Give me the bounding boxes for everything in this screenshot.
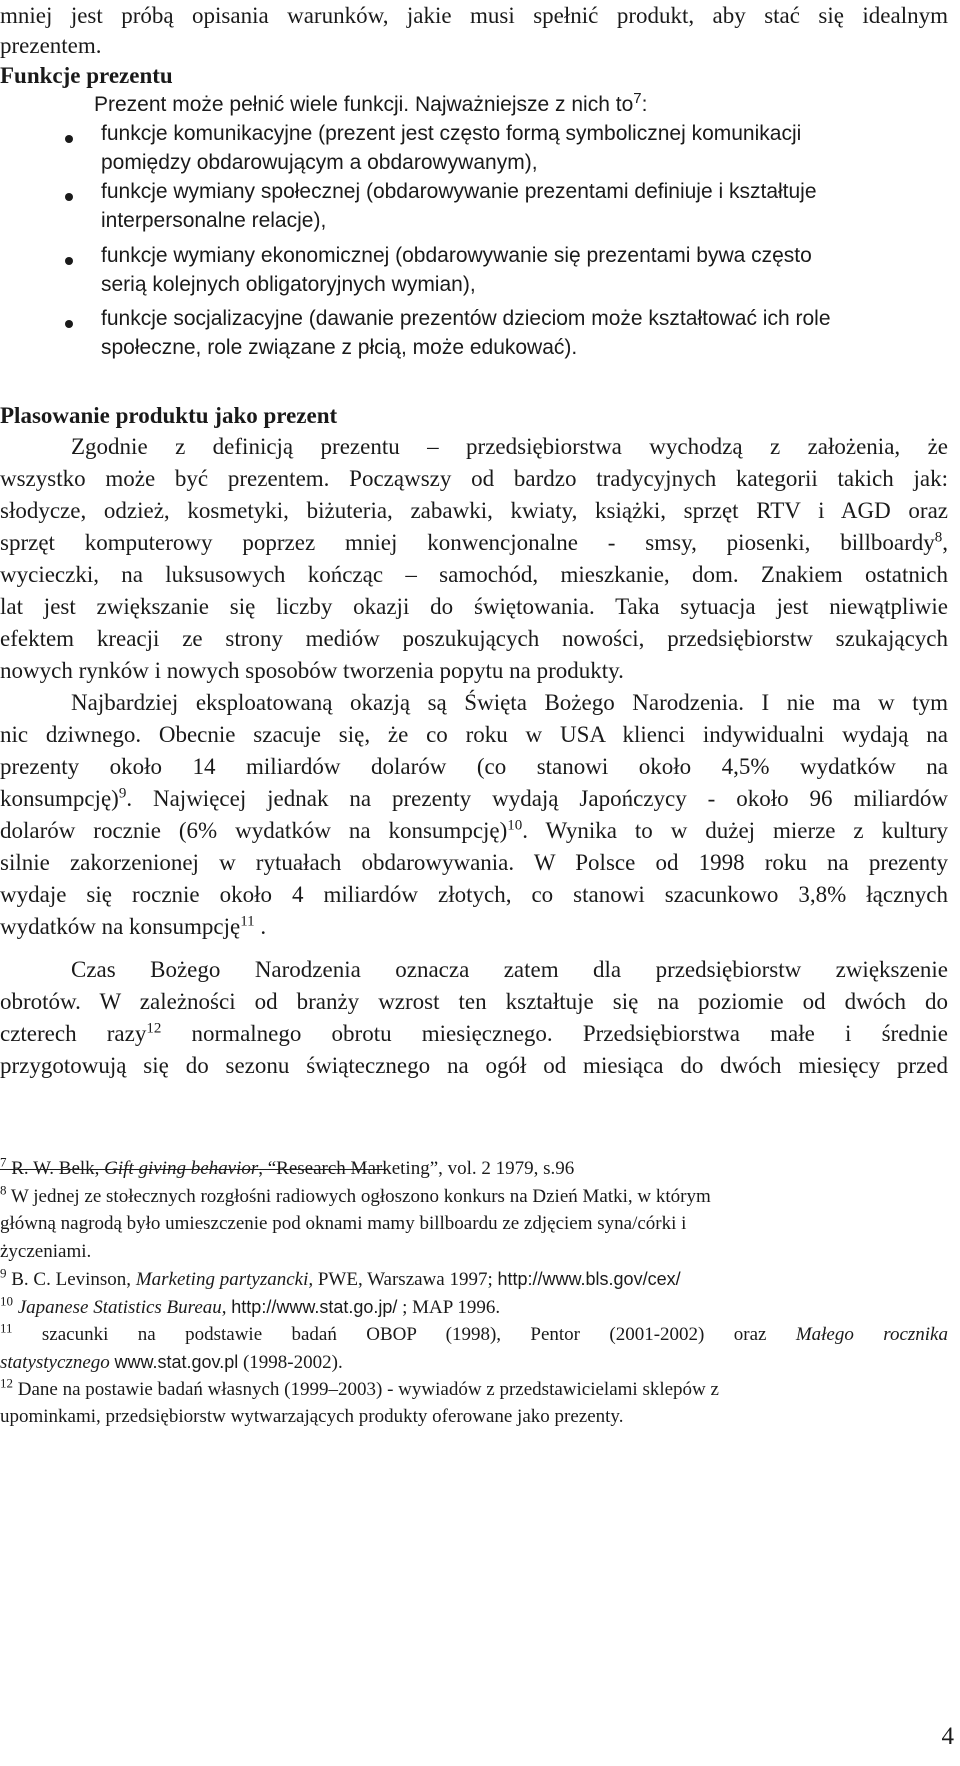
footnote-9: $^9$ B. C. Levinson, Marketing partyzancki, PWE, Warszawa 1997; http://www.bls.gov/cex/: [0, 1265, 681, 1290]
footnote-11: $^{11}$ szacunki na podstawie badań OBOP (1998), Pentor (2001-2002) oraz Małego rocznika: [0, 1320, 948, 1345]
list-item: funkcje wymiany społecznej (obdarowywanie prezentami definiuje i kształtuje: [101, 180, 817, 203]
paragraph-line: efektem kreacji ze strony mediów poszukujących nowości, przedsiębiorstw szukających: [0, 626, 948, 651]
footnote-ref[interactable]: 10: [507, 817, 523, 834]
bullet-icon: [65, 320, 73, 328]
list-item-continuation: interpersonalne relacje),: [101, 209, 327, 232]
footnote-ref[interactable]: 7: [633, 90, 642, 107]
paragraph-line: wydatków na konsumpcję$^{11}$ .: [0, 913, 267, 939]
footnote-8: $^8$ W jednej ze stołecznych rozgłośni radiowych ogłoszono konkurs na Dzień Matki, w którym: [0, 1182, 711, 1207]
paragraph-line: wszystko może być prezentem. Począwszy od bardzo tradycyjnych kategorii takich jak:: [0, 466, 948, 491]
intro-line: prezentem.: [0, 33, 102, 58]
footnote-ref[interactable]: 12: [146, 1020, 162, 1037]
paragraph-line: wydaje się rocznie około 4 miliardów złotych, co stanowi szacunkowo 3,8% łącznych: [0, 882, 948, 907]
list-item: funkcje komunikacyjne (prezent jest często formą symbolicznej komunikacji: [101, 122, 802, 145]
list-item-continuation: społeczne, role związane z płcią, może edukować).: [101, 336, 578, 359]
list-item-continuation: serią kolejnych obligatoryjnych wymian),: [101, 273, 476, 296]
lead-paragraph: Prezent może pełnić wiele funkcji. Najważniejsze z nich $to^7$:: [94, 90, 648, 116]
list-item: funkcje socjalizacyjne (dawanie prezentów dzieciom może kształtować ich role: [101, 307, 831, 330]
paragraph-line: Zgodnie z definicją prezentu – przedsiębiorstwa wychodzą z założenia, że: [71, 434, 948, 459]
bullet-icon: [65, 257, 73, 265]
footnote-8-continuation: życzeniami.: [0, 1241, 92, 1262]
intro-line: mniej jest próbą opisania warunków, jakie musi spełnić produkt, aby stać się idealnym: [0, 3, 948, 28]
paragraph-line: lat jest zwiększanie się liczby okazji do świętowania. Taka sytuacja jest niewątpliwie: [0, 594, 948, 619]
footnote-12: $^{12}$ Dane na postawie badań własnych (1999–2003) - wywiadów z przedstawicielami sklepów z: [0, 1375, 719, 1400]
paragraph-line: prezenty około 14 miliardów dolarów (co stanowi około 4,5% wydatków na: [0, 754, 948, 779]
paragraph-line: nic dziwnego. Obecnie szacuje się, że co roku w USA klienci indywidualni wydają na: [0, 722, 948, 747]
page-number: 4: [941, 1723, 954, 1750]
footnote-ref[interactable]: 8: [934, 529, 943, 546]
paragraph-line: wycieczki, na luksusowych kończąc – samochód, mieszkanie, dom. Znakiem ostatnich: [0, 562, 948, 587]
footnote-link[interactable]: http://www.bls.gov/cex/: [497, 1269, 681, 1289]
list-item: funkcje wymiany ekonomicznej (obdarowywanie się prezentami bywa często: [101, 244, 812, 267]
footnote-link[interactable]: www.stat.gov.pl: [114, 1352, 239, 1372]
paragraph-line: Najbardziej eksploatowaną okazją są Święta Bożego Narodzenia. I nie ma w tym: [71, 690, 948, 715]
paragraph-line: obrotów. W zależności od branży wzrost ten kształtuje się na poziomie od dwóch do: [0, 989, 948, 1014]
paragraph-line: sprzęt komputerowy poprzez mniej konwencjonalne - smsy, piosenki, billboardy$^8$,: [0, 529, 948, 555]
bullet-icon: [65, 193, 73, 201]
footnote-ref[interactable]: 9: [118, 785, 127, 802]
footnote-8-continuation: główną nagrodą było umieszczenie pod oknami mamy billboardu ze zdjęciem syna/córki i: [0, 1213, 687, 1234]
paragraph-line: konsumpcję)$^9$. Najwięcej jednak na prezenty wydają Japończycy - około 96 miliardów: [0, 785, 948, 811]
paragraph-line: czterech razy$^{12}$ normalnego obrotu miesięcznego. Przedsiębiorstwa małe i średnie: [0, 1020, 948, 1046]
paragraph-line: silnie zakorzenionej w rytuałach obdarowywania. W Polsce od 1998 roku na prezenty: [0, 850, 948, 875]
bullet-icon: [65, 135, 73, 143]
section-heading: Plasowanie produktu jako prezent: [0, 403, 338, 428]
footnote-ref[interactable]: 11: [240, 913, 255, 930]
paragraph-line: przygotowują się do sezonu świątecznego na ogół od miesiąca do dwóch miesięcy przed: [0, 1053, 948, 1078]
footnote-10: $^{10}$ Japanese Statistics Bureau, http://www.stat.go.jp/ ; MAP 1996.: [0, 1293, 501, 1318]
paragraph-line: słodycze, odzież, kosmetyki, biżuteria, zabawki, kwiaty, książki, sprzęt RTV i AGD oraz: [0, 498, 948, 523]
footnote-12-continuation: upominkami, przedsiębiorstw wytwarzających produkty oferowane jako prezenty.: [0, 1406, 624, 1427]
paragraph-line: dolarów rocznie (6% wydatków na konsumpcję)$^{10}$. Wynika to w dużej mierze z kultury: [0, 817, 949, 843]
section-heading: Funkcje prezentu: [0, 63, 173, 88]
paragraph-line: Czas Bożego Narodzenia oznacza zatem dla przedsiębiorstw zwiększenie: [71, 957, 948, 982]
footnote-11-continuation: statystycznego www.stat.gov.pl (1998-2002).: [0, 1352, 343, 1373]
footnote-link[interactable]: http://www.stat.go.jp/: [231, 1297, 398, 1317]
footnote-7: $^7$ R. W. Belk, Gift giving behavior, “Research Marketing”, vol. 2 1979, s.96: [0, 1154, 575, 1179]
list-item-continuation: pomiędzy obdarowującym a obdarowywanym),: [101, 151, 538, 174]
paragraph-line: nowych rynków i nowych sposobów tworzenia popytu na produkty.: [0, 658, 624, 683]
